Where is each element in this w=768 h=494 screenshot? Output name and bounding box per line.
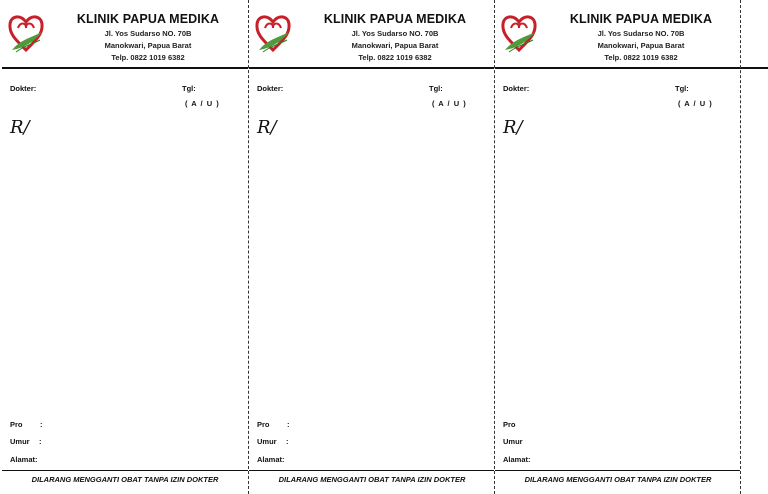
footer-divider (495, 470, 740, 471)
date-label: Tgl: (429, 84, 443, 93)
age-label: Umur (10, 437, 30, 446)
warning-footer: DILARANG MENGGANTI OBAT TANPA IZIN DOKTER (524, 475, 712, 484)
slip-header (2, 6, 248, 66)
age-label: Umur (503, 437, 523, 446)
date-label: Tgl: (182, 84, 196, 93)
age-label: Umur (257, 437, 277, 446)
au-label: ( A / U ) (432, 99, 467, 108)
heart-leaf-logo-icon (6, 10, 46, 56)
header-divider (249, 67, 494, 69)
clinic-phone: Telp. 0822 1019 6382 (358, 53, 432, 62)
prescription-slip-3 (495, 0, 741, 494)
date-label: Tgl: (675, 84, 689, 93)
pro-colon: : (40, 420, 43, 429)
footer-divider (249, 470, 494, 471)
warning-footer: DILARANG MENGGANTI OBAT TANPA IZIN DOKTER (278, 475, 466, 484)
clinic-phone: Telp. 0822 1019 6382 (111, 53, 185, 62)
au-label: ( A / U ) (185, 99, 220, 108)
rx-symbol: R/ (257, 117, 277, 138)
prescription-slip-1 (2, 0, 248, 494)
heart-leaf-logo-icon (253, 10, 293, 56)
clinic-name: KLINIK PAPUA MEDIKA (76, 12, 220, 26)
rx-symbol: R/ (10, 117, 30, 138)
clinic-name: KLINIK PAPUA MEDIKA (569, 12, 713, 26)
clinic-address-city: Manokwari, Papua Barat (351, 41, 439, 50)
prescription-slip-2 (249, 0, 495, 494)
pro-label: Pro (257, 420, 270, 429)
au-label: ( A / U ) (678, 99, 713, 108)
address-label: Alamat: (503, 455, 531, 464)
warning-footer: DILARANG MENGGANTI OBAT TANPA IZIN DOKTER (31, 475, 219, 484)
age-colon: : (39, 437, 42, 446)
clinic-address-city: Manokwari, Papua Barat (597, 41, 685, 50)
pro-label: Pro (503, 420, 516, 429)
rx-symbol: R/ (503, 117, 523, 138)
address-label: Alamat: (10, 455, 38, 464)
clinic-address-street: Jl. Yos Sudarso NO. 70B (351, 29, 439, 38)
clinic-address-street: Jl. Yos Sudarso NO. 70B (104, 29, 192, 38)
pro-label: Pro (10, 420, 23, 429)
footer-divider (2, 470, 248, 471)
pro-colon: : (287, 420, 290, 429)
slip-header (249, 6, 495, 66)
clinic-address-street: Jl. Yos Sudarso NO. 70B (597, 29, 685, 38)
heart-leaf-logo-icon (499, 10, 539, 56)
slip-header (495, 6, 741, 66)
age-colon: : (286, 437, 289, 446)
clinic-phone: Telp. 0822 1019 6382 (604, 53, 678, 62)
address-label: Alamat: (257, 455, 285, 464)
clinic-name: KLINIK PAPUA MEDIKA (323, 12, 467, 26)
clinic-address-city: Manokwari, Papua Barat (104, 41, 192, 50)
doctor-label: Dokter: (503, 84, 530, 93)
header-divider (495, 67, 768, 69)
cut-line (740, 0, 741, 494)
doctor-label: Dokter: (10, 84, 37, 93)
doctor-label: Dokter: (257, 84, 284, 93)
header-divider (2, 67, 248, 69)
